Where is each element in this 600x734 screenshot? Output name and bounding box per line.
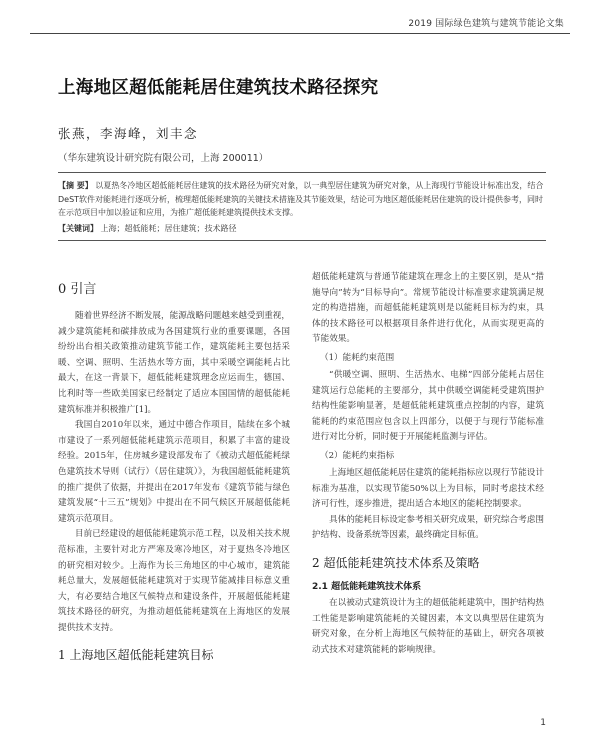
body-paragraph: 我国自2010年以来，通过中德合作项目，陆续在多个城市建设了一系列超低能耗建筑示范项目，积累了丰富的建设经验。2015年，住房城乡建设部发布了《被动式超低能耗绿色建筑技术导则（试行）（居住建筑）》，为我国超低能耗建筑的推广提供了依据，并提出在2017年发布《建筑节能与绿色建筑发展“十三五”规划》中提出在不同气候区开展超低能耗建筑示范项目。	[58, 420, 290, 524]
item-heading-index: （2）能耗约束指标	[320, 450, 395, 461]
section-heading-system: 2 超低能耗建筑技术体系及策略	[312, 555, 480, 570]
keywords-text: 上海；超低能耗；居住建筑；技术路径	[100, 223, 237, 233]
keywords	[58, 222, 546, 236]
paper-affiliation: （华东建筑设计研究院有限公司，上海 200011）	[58, 153, 269, 164]
abstract-label: 【摘 要】	[58, 181, 93, 190]
body-paragraph: 在以被动式建筑设计为主的超低能耗建筑中，围护结构热工性能是影响建筑能耗的关键因素，本文以典型居住建筑为研究对象，在分析上海地区气候特征的基础上，研究各项被动式技术对建筑能耗的影响规律。	[312, 597, 544, 655]
abstract-text: 以夏热冬冷地区超低能耗居住建筑的技术路径为研究对象，以一典型居住建筑为研究对象，从上海现行节能设计标准出发，结合DeST软件对能耗进行逐项分析，梳理超低能耗建筑的关键技术措施及其节能效果，结论可为地区超低能耗居住建筑的设计提供参考，同时在示范项目中加以验证和应用，为推广超低能耗建筑提供技术支撑。	[58, 181, 544, 217]
running-header: 2019 国际绿色建筑与建筑节能论文集	[408, 19, 564, 29]
subsection-heading: 2.1 超低能耗建筑技术体系	[312, 581, 422, 592]
paper-title: 上海地区超低能耗居住建筑技术路径探究	[58, 78, 379, 98]
keywords-label: 【关键词】	[58, 223, 98, 233]
right-column	[312, 270, 544, 658]
body-paragraph: “供暖空调、照明、生活热水、电梯”四部分能耗占居住建筑运行总能耗的主要部分，其中供暖空调能耗受建筑围护结构性能影响显著，是超低能耗建筑重点控制的内容，建筑能耗的约束范围应包含以上四部分，以便于与现行节能标准进行对比分析，同时便于开展能耗监测与评估。	[312, 369, 544, 443]
abstract	[58, 179, 546, 220]
left-column	[58, 270, 290, 671]
body-paragraph: 具体的能耗目标设定参考相关研究成果，研究综合考虑围护结构、设备系统等因素，最终确定目标值。	[312, 514, 544, 541]
body-paragraph: 目前已经建设的超低能耗建筑示范工程，以及相关技术规范标准，主要针对北方严寒及寒冷地区，对于夏热冬冷地区的研究相对较少。上海作为长三角地区的中心城市，建筑能耗总量大，发展超低能耗建筑对于实现节能减排目标意义重大，有必要结合地区气候特点和建设条件，开展超低能耗建筑技术路径的研究，为推动超低能耗建筑在上海地区的发展提供技术支持。	[58, 529, 290, 633]
item-heading-scope: （1）能耗约束范围	[320, 352, 395, 363]
header-rule	[30, 33, 570, 34]
body-paragraph: 上海地区超低能耗居住建筑的能耗指标应以现行节能设计标准为基准，以实现节能50%以上为目标，同时考虑技术经济可行性，逐步推进，提出适合本地区的能耗控制要求。	[312, 467, 544, 510]
body-paragraph: 超低能耗建筑与普通节能建筑在理念上的主要区别，是从“措施导向”转为“目标导向”。常规节能设计标准要求建筑满足规定的构造措施，而超低能耗建筑则是以能耗目标为约束，具体的技术路径可以根据项目条件进行优化，从而实现更高的节能效果。	[312, 272, 544, 345]
paper-authors: 张燕，李海峰，刘丰念	[58, 126, 199, 141]
page-number: 1	[540, 718, 546, 728]
abstract-block	[58, 172, 546, 241]
section-heading-intro: 0 引言	[58, 282, 97, 297]
body-paragraph: 随着世界经济不断发展，能源战略问题越来越受到重视，减少建筑能耗和碳排放成为各国建筑行业的重要课题，各国纷纷出台相关政策推动建筑节能工作，建筑能耗主要包括采暖、空调、照明、生活热水等方面，其中采暖空调能耗占比最大，在这一背景下，超低能耗建筑理念应运而生，德国、比利时等一些欧美国家已经制定了适应本国国情的超低能耗建筑标准并积极推广[1]。	[58, 311, 290, 415]
section-heading-targets: 1 上海地区超低能耗建筑目标	[58, 648, 214, 663]
